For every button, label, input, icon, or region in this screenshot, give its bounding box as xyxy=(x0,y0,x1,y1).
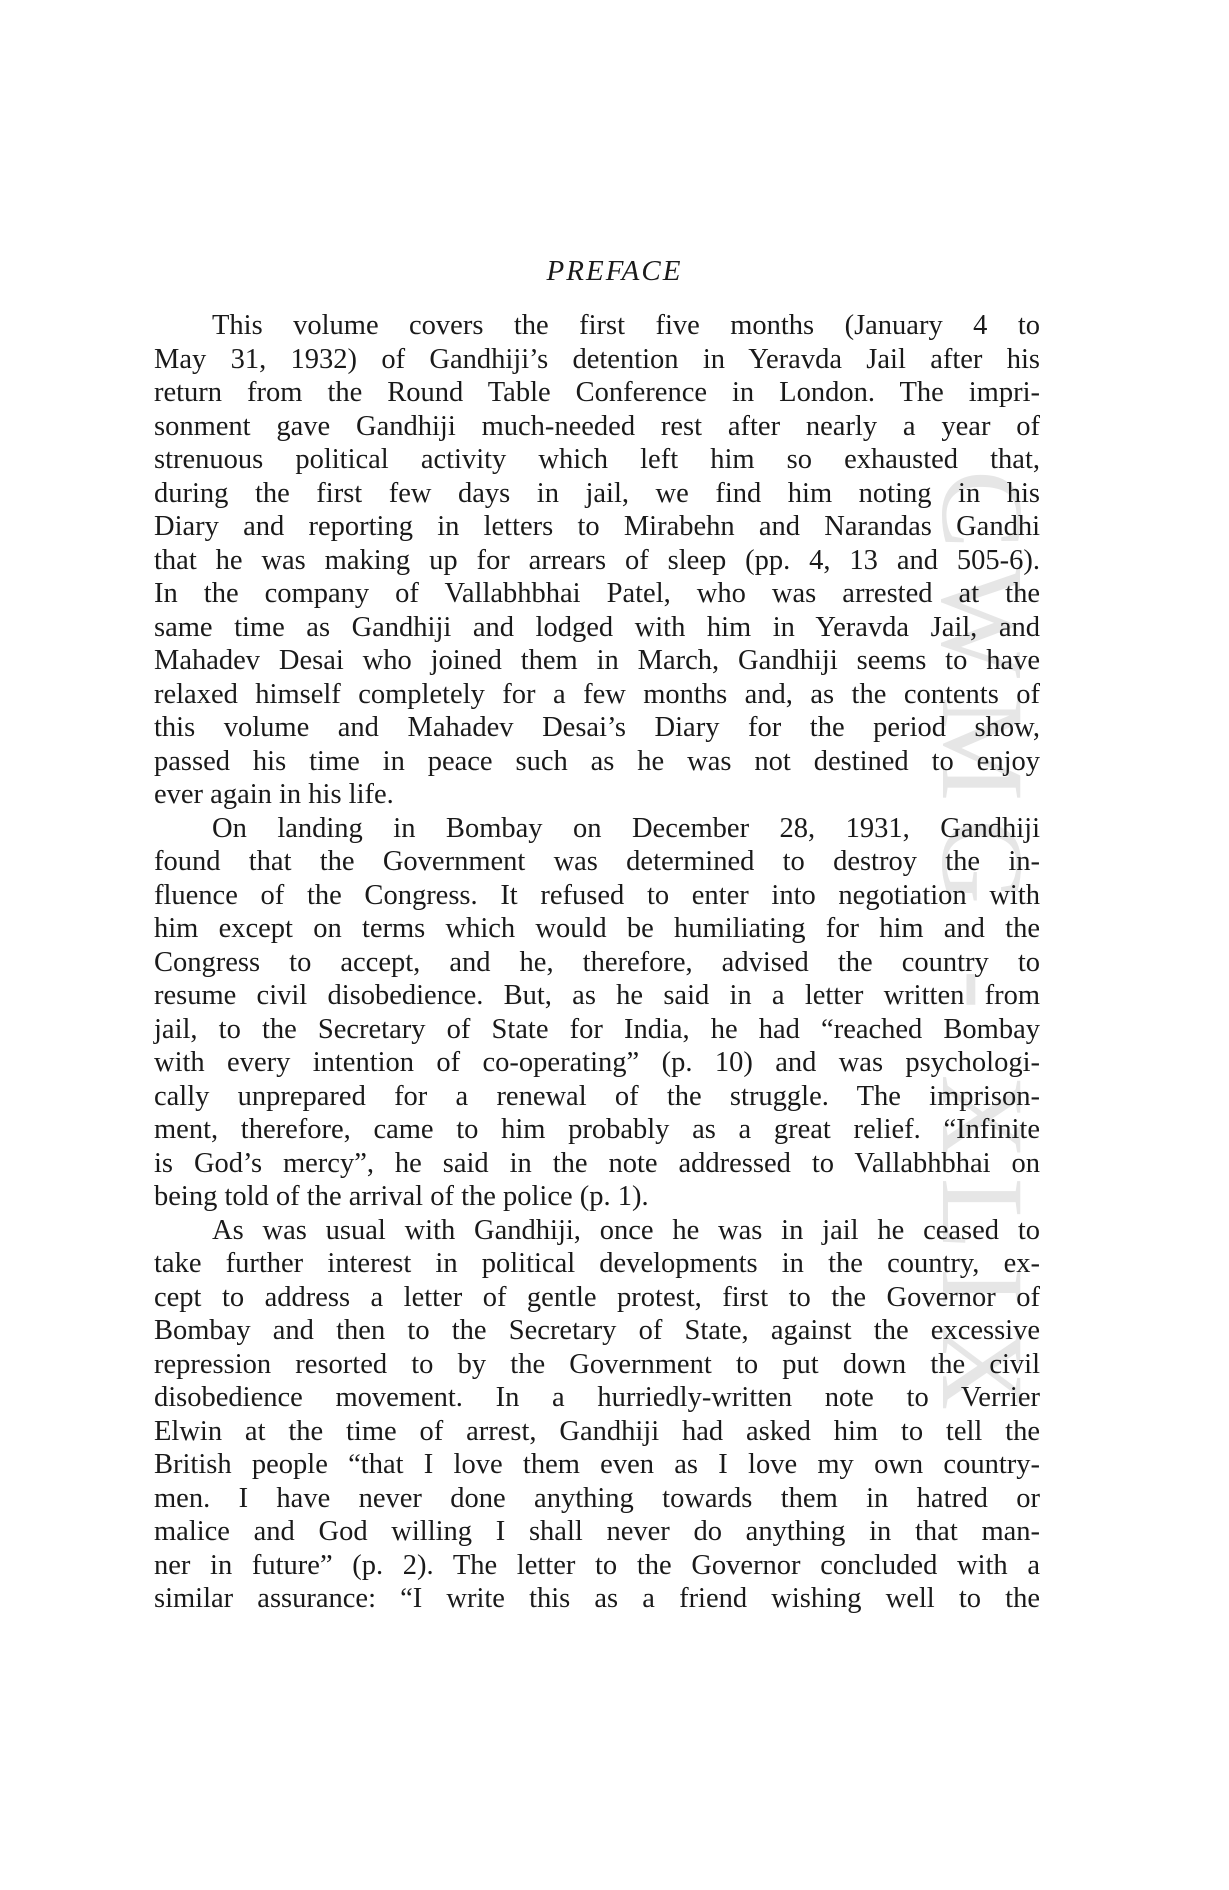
paragraph-1 xyxy=(154,309,1040,812)
text-line: during the first few days in jail, we find him noting in his xyxy=(154,477,1040,509)
paragraph-2 xyxy=(154,812,1040,1214)
text-line: take further interest in political developments in the country, ex- xyxy=(154,1248,1040,1279)
text-line: sonment gave Gandhiji much-needed rest after nearly a year of xyxy=(154,410,1040,442)
text-line: disobedience movement. In a hurriedly-written note to Verrier xyxy=(154,1382,1040,1413)
text-line: this volume and Mahadev Desai’s Diary for the period show, xyxy=(154,712,1040,743)
watermark-text: CWMG - XLIX xyxy=(917,470,1048,1429)
text-line: passed his time in peace such as he was not destined to enjoy xyxy=(154,745,1040,777)
text-line: ment, therefore, came to him probably as a great relief. “Infinite xyxy=(154,1114,1040,1145)
text-line: him except on terms which would be humiliating for him and the xyxy=(154,913,1040,944)
text-line: malice and God willing I shall never do anything in that man- xyxy=(154,1516,1040,1547)
text-line: Congress to accept, and he, therefore, advised the country to xyxy=(154,946,1040,978)
text-line: relaxed himself completely for a few months and, as the contents of xyxy=(154,678,1040,710)
text-line: This volume covers the first five months (January 4 to xyxy=(212,310,1040,341)
text-line: jail, to the Secretary of State for India, he had “reached Bombay xyxy=(154,1013,1040,1045)
text-line: cally unprepared for a renewal of the struggle. The imprison- xyxy=(154,1080,1040,1112)
text-line: return from the Round Table Conference in London. The impri- xyxy=(154,377,1040,408)
text-line: resume civil disobedience. But, as he said in a letter written from xyxy=(154,980,1040,1011)
text-line: similar assurance: “I write this as a friend wishing well to the xyxy=(154,1583,1040,1614)
text-line: Mahadev Desai who joined them in March, Gandhiji seems to have xyxy=(154,645,1040,676)
text-line: ner in future” (p. 2). The letter to the Governor concluded with a xyxy=(154,1549,1040,1581)
text-line: is God’s mercy”, he said in the note addressed to Vallabhbhai on xyxy=(154,1147,1040,1179)
body-text xyxy=(154,309,1040,1616)
text-line: men. I have never done anything towards them in hatred or xyxy=(154,1482,1040,1514)
paragraph-3 xyxy=(154,1214,1040,1616)
text-line: being told of the arrival of the police (p. 1). xyxy=(154,1181,649,1212)
text-line: On landing in Bombay on December 28, 1931, Gandhiji xyxy=(212,812,1040,844)
text-line: Diary and reporting in letters to Mirabehn and Narandas Gandhi xyxy=(154,511,1040,542)
text-line: Elwin at the time of arrest, Gandhiji had asked him to tell the xyxy=(154,1415,1040,1447)
text-line: repression resorted to by the Government to put down the civil xyxy=(154,1348,1040,1380)
text-line: strenuous political activity which left him so exhausted that, xyxy=(154,444,1040,475)
text-line: fluence of the Congress. It refused to enter into negotiation with xyxy=(154,879,1040,911)
text-line: Bombay and then to the Secretary of State, against the excessive xyxy=(154,1315,1040,1346)
text-line: British people “that I love them even as I love my own country- xyxy=(154,1449,1040,1480)
page-title: PREFACE xyxy=(546,255,683,287)
text-line: found that the Government was determined to destroy the in- xyxy=(154,846,1040,877)
text-line: May 31, 1932) of Gandhiji’s detention in Yeravda Jail after his xyxy=(154,343,1040,375)
text-line: As was usual with Gandhiji, once he was in jail he ceased to xyxy=(212,1214,1040,1246)
text-line: cept to address a letter of gentle protest, first to the Governor of xyxy=(154,1281,1040,1313)
text-line: In the company of Vallabhbhai Patel, who was arrested at the xyxy=(154,578,1040,609)
text-line: that he was making up for arrears of sleep (pp. 4, 13 and 505-6). xyxy=(154,544,1040,576)
text-line: ever again in his life. xyxy=(154,779,394,810)
text-line: same time as Gandhiji and lodged with him in Yeravda Jail, and xyxy=(154,611,1040,643)
text-line: with every intention of co-operating” (p. 10) and was psychologi- xyxy=(154,1047,1040,1078)
